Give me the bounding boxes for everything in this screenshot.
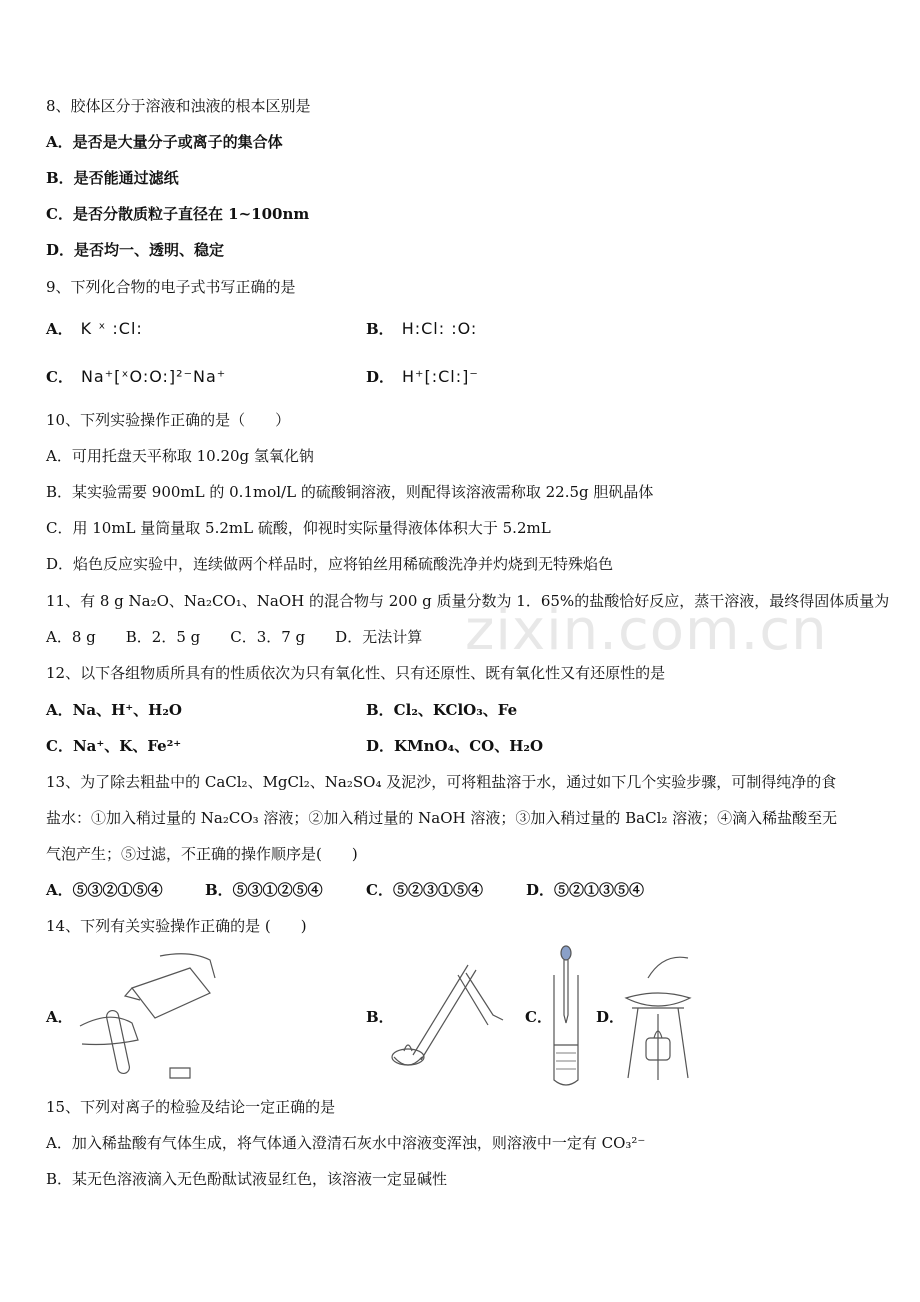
- q14-d-label: D．: [596, 1008, 625, 1026]
- q13-line-2: 盐水：①加入稍过量的 Na₂CO₃ 溶液；②加入稍过量的 NaOH 溶液；③加入稍过量的 BaCl₂ 溶液；④滴入稀盐酸至无: [46, 809, 838, 827]
- q12-option-a: A．Na、H⁺、H₂O: [46, 701, 182, 719]
- q8-option-b: B．是否能通过滤纸: [46, 169, 179, 187]
- q13-option-b: B．⑤③①②⑤④: [205, 881, 323, 899]
- q13-option-a: A．⑤③②①⑤④: [46, 881, 163, 899]
- q15-option-b: B．某无色溶液滴入无色酚酞试液显红色，该溶液一定显碱性: [46, 1170, 448, 1188]
- q10-option-b: B．某实验需要 900mL 的 0.1mol/L 的硫酸铜溶液，则配得该溶液需称取 22.5g 胆矾晶体: [46, 483, 654, 501]
- q14-c-label: C．: [525, 1008, 552, 1026]
- heating-test-tube-figure: [388, 955, 508, 1075]
- q12-option-b: B．Cl₂、KClO₃、Fe: [366, 701, 518, 719]
- q9-d-label: D．: [366, 368, 395, 386]
- q9-option-b: [366, 318, 477, 340]
- q14-b-label: B．: [366, 1008, 394, 1026]
- q9-d-formula: H⁺[:Cl:]⁻: [402, 367, 479, 386]
- dropper-test-tube-figure: [548, 945, 584, 1090]
- q11-options: A．8 g B．2．5 g C．3．7 g D．无法计算: [46, 628, 423, 646]
- q12-stem: 12、以下各组物质所具有的性质依次为只有氧化性、只有还原性、既有氧化性又有还原性的是: [46, 664, 666, 682]
- q12-option-c: C．Na⁺、K、Fe²⁺: [46, 737, 182, 755]
- q8-option-a: A．是否是大量分子或离子的集合体: [46, 133, 283, 151]
- q9-option-d: [366, 366, 479, 388]
- q13-option-c: C．⑤②③①⑤④: [366, 881, 483, 899]
- q9-c-label: C．: [46, 368, 73, 386]
- q15-option-a: A．加入稀盐酸有气体生成，将气体通入澄清石灰水中溶液变浑浊，则溶液中一定有 CO₃²⁻: [46, 1134, 646, 1152]
- q12-option-d: D．KMnO₄、CO、H₂O: [366, 737, 544, 755]
- q13-line-3: 气泡产生；⑤过滤，不正确的操作顺序是( ): [46, 845, 358, 863]
- pouring-reagent-figure: [70, 948, 220, 1083]
- q9-option-c: [46, 366, 226, 388]
- q9-b-label: B．: [366, 320, 394, 338]
- q9-a-label: A．: [46, 320, 73, 338]
- q9-option-a: [46, 318, 143, 340]
- q13-option-d: D．⑤②①③⑤④: [526, 881, 645, 899]
- q10-option-a: A．可用托盘天平称取 10.20g 氢氧化钠: [46, 447, 314, 465]
- q9-b-formula: H:Cl: :O:: [401, 319, 478, 338]
- q8-option-c: C．是否分散质粒子直径在 1~100nm: [46, 205, 310, 223]
- q15-stem: 15、下列对离子的检验及结论一定正确的是: [46, 1098, 336, 1116]
- q14-a-label: A．: [46, 1008, 73, 1026]
- q8-option-d: D．是否均一、透明、稳定: [46, 241, 225, 259]
- q10-option-d: D．焰色反应实验中，连续做两个样品时，应将铂丝用稀硫酸洗净并灼烧到无特殊焰色: [46, 555, 614, 573]
- q8-stem: 8、胶体区分于溶液和浊液的根本区别是: [46, 97, 311, 115]
- q10-option-c: C．用 10mL 量筒量取 5.2mL 硫酸，仰视时实际量得液体体积大于 5.2mL: [46, 519, 551, 537]
- watermark: zixin.com.cn: [465, 598, 828, 663]
- q14-stem: 14、下列有关实验操作正确的是 ( ): [46, 917, 307, 935]
- q9-c-formula: Na⁺[ˣO:O:]²⁻Na⁺: [80, 367, 227, 386]
- evaporating-dish-figure: [618, 948, 698, 1083]
- q10-stem: 10、下列实验操作正确的是（ ）: [46, 411, 291, 429]
- q9-stem: 9、下列化合物的电子式书写正确的是: [46, 278, 296, 296]
- q11-stem: 11、有 8 g Na₂O、Na₂CO₁、NaOH 的混合物与 200 g 质量分数为 1．65%的盐酸恰好反应，蒸干溶液，最终得固体质量为: [46, 592, 890, 610]
- q13-line-1: 13、为了除去粗盐中的 CaCl₂、MgCl₂、Na₂SO₄ 及泥沙，可将粗盐溶于水，通过如下几个实验步骤，可制得纯净的食: [46, 773, 837, 791]
- q9-a-formula: K ˣ :Cl:: [80, 319, 143, 338]
